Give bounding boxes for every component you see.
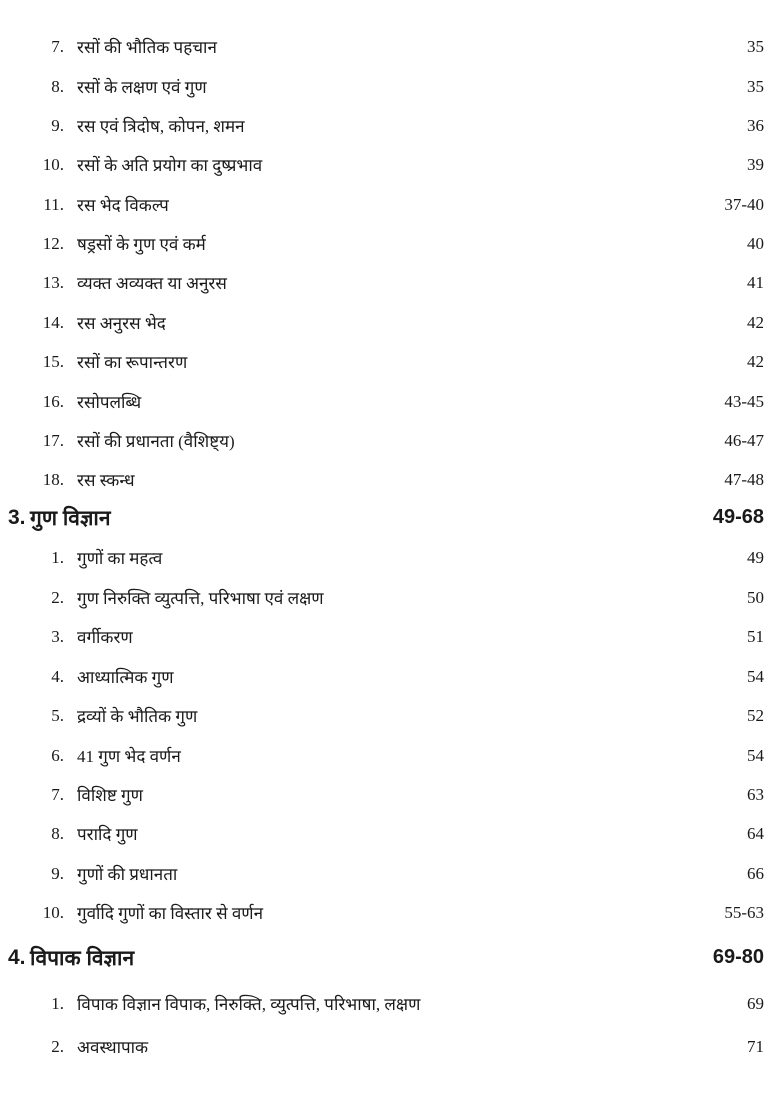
chapter-heading (0, 946, 780, 976)
page-number: 54 (747, 667, 764, 686)
entry-title: आध्यात्मिक गुण (77, 668, 174, 687)
page-number: 39 (747, 155, 764, 174)
page-number: 43-45 (724, 392, 764, 411)
entry-number: 3. (51, 627, 64, 646)
page-number: 54 (747, 746, 764, 765)
entry-number: 18. (42, 470, 64, 489)
entry-title: रसों का रूपान्तरण (77, 353, 188, 372)
chapter-number: 3. (8, 506, 26, 529)
entry-number: 6. (51, 746, 64, 765)
entry-title: अवस्थापाक (77, 1038, 149, 1057)
entry-number: 9. (51, 116, 64, 135)
toc-entry (0, 1033, 780, 1063)
entry-title: रस स्कन्ध (77, 471, 135, 490)
page-number: 55-63 (724, 903, 764, 922)
entry-number: 14. (42, 313, 64, 332)
entry-title: रस एवं त्रिदोष, कोपन, शमन (77, 117, 245, 136)
page-number: 49 (747, 548, 764, 567)
page-number: 35 (747, 77, 764, 96)
page-number: 51 (747, 627, 764, 646)
entry-number: 9. (51, 864, 64, 883)
toc-entry (0, 309, 780, 339)
toc-entry (0, 742, 780, 772)
entry-title: षड्रसों के गुण एवं कर्म (77, 235, 206, 254)
page-number: 42 (747, 313, 764, 332)
toc-entry (0, 230, 780, 260)
entry-title: गुणों का महत्व (77, 549, 163, 568)
entry-number: 1. (51, 548, 64, 567)
page-number: 40 (747, 234, 764, 253)
entry-title: द्रव्यों के भौतिक गुण (77, 707, 198, 726)
entry-title: गुर्वादि गुणों का विस्तार से वर्णन (77, 904, 264, 923)
toc-entry (0, 860, 780, 890)
entry-number: 12. (42, 234, 64, 253)
entry-title: रस अनुरस भेद (77, 314, 166, 333)
toc-entry (0, 544, 780, 574)
toc-entry (0, 388, 780, 418)
page-number: 50 (747, 588, 764, 607)
page-number: 36 (747, 116, 764, 135)
entry-title: रसों के अति प्रयोग का दुष्प्रभाव (77, 156, 263, 175)
page-number: 42 (747, 352, 764, 371)
toc-entry (0, 151, 780, 181)
entry-number: 10. (42, 155, 64, 174)
toc-entry (0, 663, 780, 693)
entry-number: 10. (42, 903, 64, 922)
toc-entry (0, 33, 780, 63)
entry-number: 1. (51, 994, 64, 1013)
entry-number: 15. (42, 352, 64, 371)
toc-entry (0, 820, 780, 850)
page-number: 71 (747, 1037, 764, 1056)
entry-number: 4. (51, 667, 64, 686)
entry-title: रस भेद विकल्प (77, 196, 169, 215)
toc-entry (0, 990, 780, 1020)
page-number: 47-48 (724, 470, 764, 489)
toc-entry (0, 112, 780, 142)
entry-title: रसों के लक्षण एवं गुण (77, 78, 207, 97)
entry-title: गुण निरुक्ति व्युत्पत्ति, परिभाषा एवं लक्षण (77, 589, 324, 608)
entry-title: व्यक्त अव्यक्त या अनुरस (77, 274, 227, 293)
entry-number: 8. (51, 77, 64, 96)
entry-number: 2. (51, 1037, 64, 1056)
entry-title: वर्गीकरण (77, 628, 133, 647)
toc-entry (0, 466, 780, 496)
page-number: 52 (747, 706, 764, 725)
chapter-title: गुण विज्ञान (30, 507, 111, 530)
toc-entry (0, 702, 780, 732)
entry-number: 11. (43, 195, 64, 214)
entry-title: रसों की भौतिक पहचान (77, 38, 217, 57)
toc-entry (0, 73, 780, 103)
chapter-title: विपाक विज्ञान (30, 947, 135, 970)
entry-title: 41 गुण भेद वर्णन (77, 747, 181, 766)
page-number: 69-80 (712, 946, 764, 968)
entry-number: 7. (51, 37, 64, 56)
page-number: 69 (747, 994, 764, 1013)
page-number: 37-40 (724, 195, 764, 214)
entry-title: रसोपलब्धि (77, 393, 142, 412)
entry-title: विपाक विज्ञान विपाक, निरुक्ति, व्युत्पत्ति, परिभाषा, लक्षण (77, 995, 421, 1014)
entry-number: 7. (51, 785, 64, 804)
chapter-heading (0, 506, 780, 536)
toc-entry (0, 781, 780, 811)
entry-number: 5. (51, 706, 64, 725)
toc-entry (0, 269, 780, 299)
chapter-number: 4. (8, 946, 26, 969)
page-number: 46-47 (724, 431, 764, 450)
entry-number: 16. (42, 392, 64, 411)
page-number: 63 (747, 785, 764, 804)
toc-entry (0, 623, 780, 653)
page-number: 64 (747, 824, 764, 843)
entry-number: 8. (51, 824, 64, 843)
toc-entry (0, 427, 780, 457)
entry-title: गुणों की प्रधानता (77, 865, 178, 884)
page-number: 41 (747, 273, 764, 292)
page-number: 66 (747, 864, 764, 883)
toc-entry (0, 899, 780, 929)
toc-entry (0, 348, 780, 378)
page-number: 35 (747, 37, 764, 56)
entry-number: 13. (42, 273, 64, 292)
toc-entry (0, 191, 780, 221)
page-number: 49-68 (712, 506, 764, 528)
entry-title: रसों की प्रधानता (वैशिष्ट्य) (77, 432, 235, 451)
entry-number: 2. (51, 588, 64, 607)
entry-title: परादि गुण (77, 825, 138, 844)
toc-entry (0, 584, 780, 614)
entry-title: विशिष्ट गुण (77, 786, 143, 805)
entry-number: 17. (42, 431, 64, 450)
